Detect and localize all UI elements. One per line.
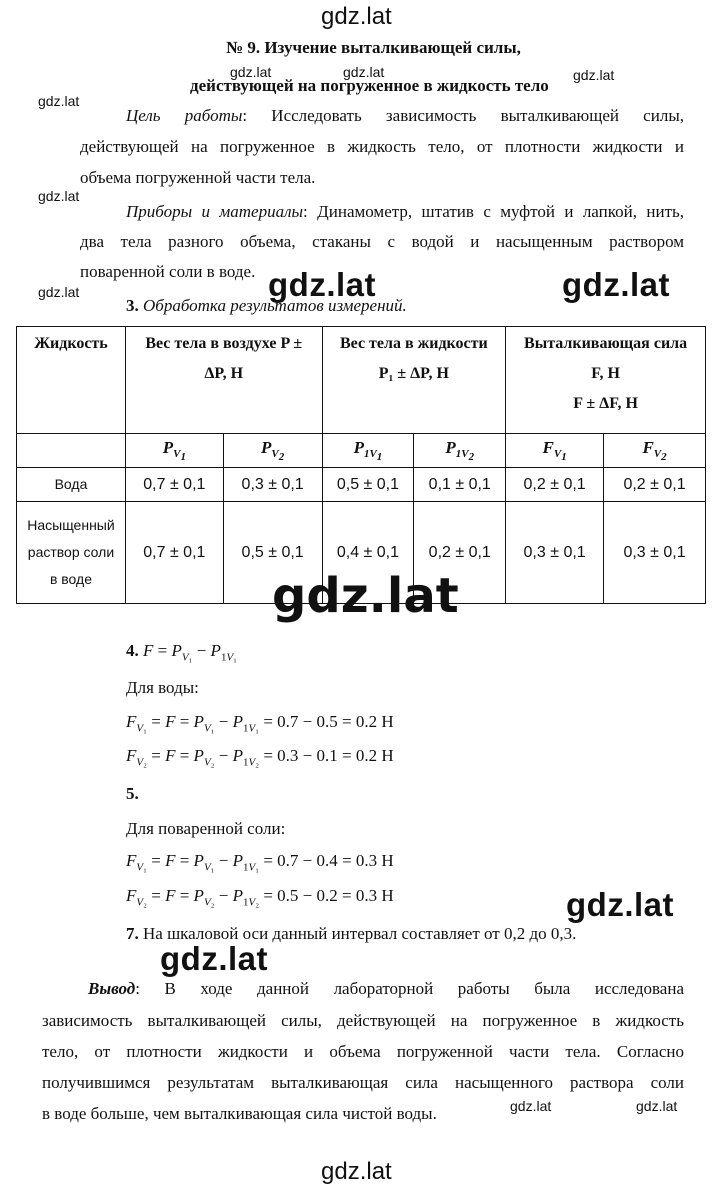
header-weight-air xyxy=(125,327,322,434)
watermark-small: gdz.lat xyxy=(38,284,80,300)
watermark-large: gdz.lat xyxy=(160,940,268,977)
salt-formula-2: $F_{V_2} = F = P_{V_2} - P_{1V_2} = 0.5 - 0.2 = 0.3$ H xyxy=(126,886,394,909)
table-cell: 0,2 ± 0,1 xyxy=(604,468,706,502)
header-weight-air-line1: Вес тела в воздухе P ± xyxy=(145,335,303,352)
water-formula-1-result: = 0.7 − 0.5 = 0.2 H xyxy=(263,712,394,731)
header-force-line1: Выталкивающая сила xyxy=(524,335,688,352)
watermark-small: gdz.lat xyxy=(636,1098,678,1114)
salt-formula-1-result: = 0.7 − 0.4 = 0.3 H xyxy=(263,851,394,870)
watermark-bottom: gdz.lat xyxy=(321,1158,392,1185)
row-label-line: в воде xyxy=(49,571,92,587)
table-cell: 0,7 ± 0,1 xyxy=(125,468,223,502)
subheader-p-v1: $P_{V_1}$ xyxy=(125,434,223,468)
goal-line-2: действующей на погруженное в жидкость тело, от плотности жидкости и xyxy=(80,137,684,156)
step-7-number: 7. xyxy=(126,924,139,943)
salt-formula-2-result: = 0.5 − 0.2 = 0.3 H xyxy=(263,886,394,905)
results-table xyxy=(16,326,706,604)
table-cell: 0,2 ± 0,1 xyxy=(506,468,604,502)
salt-formula-1: $F_{V_1} = F = P_{V_1} - P_{1V_1} = 0.7 - 0.4 = 0.3$ H xyxy=(126,851,394,874)
conclusion-text-1: : В ходе данной лабораторной работы была исследована xyxy=(135,979,684,998)
step-3-text: Обработка результатов измерений. xyxy=(143,296,407,315)
conclusion-line-2: зависимость выталкивающей силы, действующей на погруженное в жидкость xyxy=(42,1011,684,1030)
header-weight-air-line2: ΔP, H xyxy=(204,365,244,382)
step-5-number: 5. xyxy=(126,784,139,803)
step-4-formula: 4. $F = P_{V_1} - P_{1V_1}$ xyxy=(126,641,238,664)
subheader-empty xyxy=(17,434,126,468)
table-cell: 0,3 ± 0,1 xyxy=(506,502,604,604)
step-4-number: 4. xyxy=(126,641,139,660)
watermark-small: gdz.lat xyxy=(573,67,615,83)
table-row xyxy=(17,468,706,502)
subheader-f-v2: $F_{V_2}$ xyxy=(604,434,706,468)
watermark-small: gdz.lat xyxy=(38,93,80,109)
step-7-text: На шкаловой оси данный интервал составляет от 0,2 до 0,3. xyxy=(143,924,577,943)
table-cell: 0,5 ± 0,1 xyxy=(322,468,414,502)
watermark-top: gdz.lat xyxy=(321,3,392,30)
watermark-small: gdz.lat xyxy=(38,188,80,204)
header-force-line2: F, H xyxy=(591,365,620,382)
page-subtitle: действующей на погруженное в жидкость тело xyxy=(190,76,549,95)
table-cell: 0,7 ± 0,1 xyxy=(125,502,223,604)
water-formula-1: $F_{V_1} = F = P_{V_1} - P_{1V_1} = 0.7 - 0.5 = 0.2$ H xyxy=(126,712,394,735)
table-cell: 0,4 ± 0,1 xyxy=(322,502,414,604)
watermark-large: gdz.lat xyxy=(562,266,670,303)
materials-label: Приборы и материалы xyxy=(126,202,304,221)
subheader-f-v1: $F_{V_1}$ xyxy=(506,434,604,468)
table-cell: 0,3 ± 0,1 xyxy=(223,468,322,502)
header-force-line3: F ± ΔF, H xyxy=(573,395,638,412)
watermark-huge: gdz.lat xyxy=(272,568,459,624)
row-label-line: раствор соли xyxy=(27,544,115,560)
step-3-heading xyxy=(126,296,407,316)
goal-text-1: : Исследовать зависимость выталкивающей силы, xyxy=(242,106,684,125)
header-buoyant-force xyxy=(506,327,706,434)
table-cell: 0,5 ± 0,1 xyxy=(223,502,322,604)
materials-line-3: поваренной соли в воде. xyxy=(80,262,256,281)
header-weight-liquid-line1: Вес тела в жидкости xyxy=(339,335,488,352)
table-cell: 0,2 ± 0,1 xyxy=(414,502,506,604)
table-cell: 0,1 ± 0,1 xyxy=(414,468,506,502)
conclusion-line-3: тело, от плотности жидкости и объема погруженной части тела. Согласно xyxy=(42,1042,684,1061)
watermark-small: gdz.lat xyxy=(230,64,272,80)
materials-text-1: : Динамометр, штатив с муфтой и лапкой, нить, xyxy=(303,202,685,221)
watermark-large: gdz.lat xyxy=(268,266,376,303)
subheader-p1-v2: $P_{1V_2}$ xyxy=(414,434,506,468)
goal-label: Цель работы xyxy=(126,106,243,125)
page-title: № 9. Изучение выталкивающей силы, xyxy=(226,38,521,57)
subheader-p1-v1: $P_{1V_1}$ xyxy=(322,434,414,468)
conclusion-line-5: в воде больше, чем выталкивающая сила чистой воды. xyxy=(42,1104,437,1123)
water-formula-2: $F_{V_2} = F = P_{V_2} - P_{1V_2} = 0.3 - 0.1 = 0.2$ H xyxy=(126,746,394,769)
step-3-number: 3. xyxy=(126,296,139,315)
header-weight-liquid xyxy=(322,327,506,434)
goal-line-3: объема погруженной части тела. xyxy=(80,168,316,187)
materials-line-2: два тела разного объема, стаканы с водой и насыщенным раствором xyxy=(80,232,684,251)
goal-line-1 xyxy=(126,106,684,126)
header-weight-liquid-line2: P₁ ± ΔP, H xyxy=(378,365,449,382)
conclusion-line-1 xyxy=(88,979,684,999)
header-liquid: Жидкость xyxy=(17,327,126,434)
watermark-large: gdz.lat xyxy=(566,886,674,923)
watermark-small: gdz.lat xyxy=(343,64,385,80)
conclusion-label: Вывод xyxy=(88,979,136,998)
subheader-p-v2: $P_{V_2}$ xyxy=(223,434,322,468)
materials-line-1 xyxy=(126,202,684,222)
table-cell: 0,3 ± 0,1 xyxy=(604,502,706,604)
row-label: Вода xyxy=(17,468,126,502)
water-formula-2-result: = 0.3 − 0.1 = 0.2 H xyxy=(263,746,394,765)
row-label xyxy=(17,502,126,604)
row-label-line: Насыщенный xyxy=(27,517,115,533)
conclusion-line-4: получившимся результатам выталкивающая сила насыщенного раствора соли xyxy=(42,1073,684,1092)
watermark-small: gdz.lat xyxy=(510,1098,552,1114)
for-salt-label: Для поваренной соли: xyxy=(126,819,286,838)
for-water-label: Для воды: xyxy=(126,678,199,697)
